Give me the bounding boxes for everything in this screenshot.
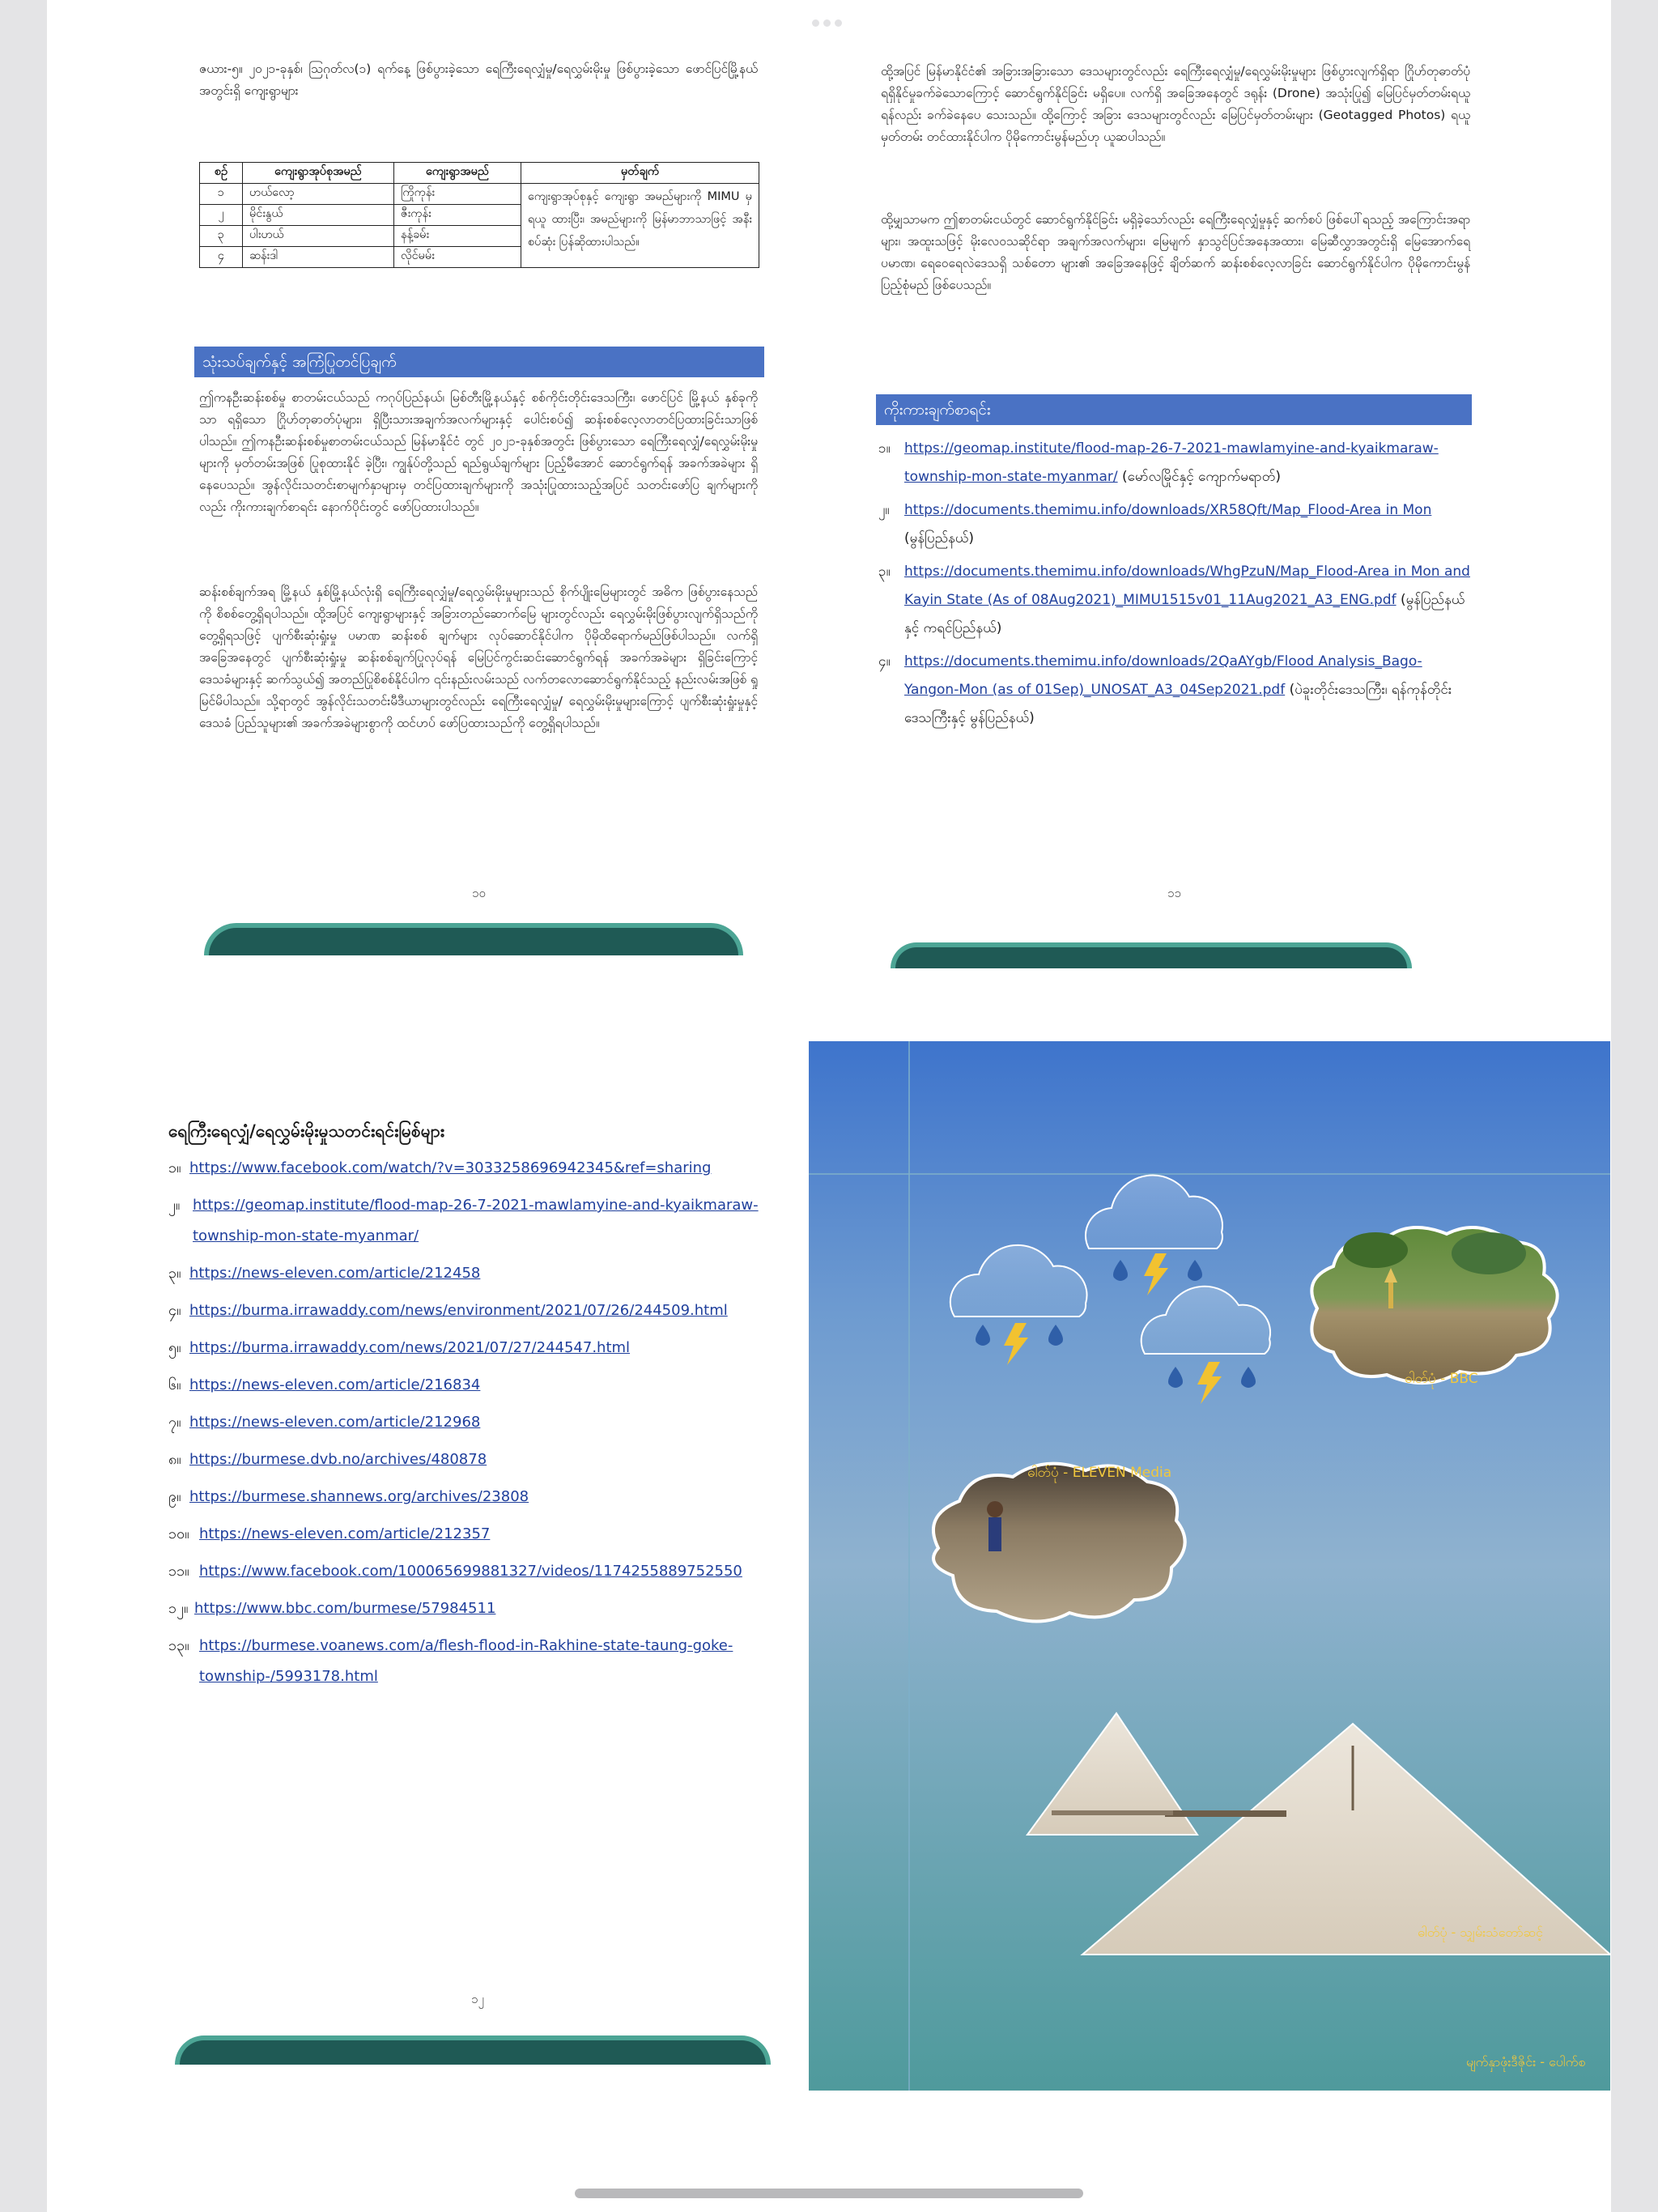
reference-item xyxy=(878,558,1471,643)
source-link[interactable]: https://www.bbc.com/burmese/57984511 xyxy=(194,1600,496,1617)
table-cell: ဆန်းဒါ xyxy=(243,247,394,268)
list-item xyxy=(168,1519,767,1550)
source-link[interactable]: https://news-eleven.com/article/212968 xyxy=(189,1414,481,1431)
list-item xyxy=(168,1333,767,1363)
table-cell: မိုင်းနွယ် xyxy=(243,205,394,226)
table-cell: ပါးဟယ် xyxy=(243,226,394,247)
reference-number: ၂။ xyxy=(878,502,890,518)
photo-credit-pavilion: ဓါတ်ပုံ - သျှမ်းသံတော်ဆင့် xyxy=(1418,1925,1543,1940)
source-link[interactable]: https://burma.irrawaddy.com/news/environment/2021/07/26/244509.html xyxy=(189,1302,728,1319)
reference-number: ၁။ xyxy=(878,440,891,457)
reference-note: (မွန်ပြည်နယ်နှင့် ကရင်ပြည်နယ်) xyxy=(904,592,1465,636)
table-row xyxy=(200,184,759,205)
table-cell: ၁ xyxy=(200,184,243,205)
table-cell: ဇီးကုန်း xyxy=(394,205,521,226)
list-item xyxy=(168,1444,767,1475)
table-cell: နန့်ခမ်း xyxy=(394,226,521,247)
source-link[interactable]: https://www.facebook.com/100065699881327/videos/1174255889752550 xyxy=(199,1563,742,1580)
table-header: မှတ်ချက် xyxy=(521,163,759,184)
table-header: ကျေးရွာအမည် xyxy=(394,163,521,184)
page-footer-wave xyxy=(175,2035,771,2065)
page-number: ၁၂ xyxy=(471,1992,484,2006)
list-number: ၆။ xyxy=(168,1376,181,1393)
source-link[interactable]: https://news-eleven.com/article/216834 xyxy=(189,1376,481,1393)
list-number: ၁၀။ xyxy=(168,1525,189,1542)
table-caption: ဇယား-၅။ ၂၀၂၁-ခုနှစ်၊ ဩဂုတ်လ(၁) ရက်နေ့ ဖြစ်ပွားခဲ့သော ရေကြီးရေလျှံမှု/ရေလွှမ်းမိုးမှု ဖြစ်ပွားခဲ့သော ဖောင်ပြင်မြို့နယ်အတွင်းရှိ ကျေးရွာများ xyxy=(199,62,758,98)
reference-link[interactable]: https://documents.themimu.info/downloads/WhgPzuN/Map_Flood-Area in Mon and Kayin State (As of 08Aug2021)_MIMU1515v01_11Aug2021_A3_ENG.pdf xyxy=(904,564,1470,608)
list-item xyxy=(168,1482,767,1512)
list-number: ၉။ xyxy=(168,1488,181,1505)
reference-item xyxy=(878,435,1471,491)
rain-cloud-icon xyxy=(950,1245,1087,1365)
list-item xyxy=(168,1295,767,1326)
list-item xyxy=(168,1370,767,1401)
review-section-heading: သုံးသပ်ချက်နှင့် အကြံပြုတင်ပြချက် xyxy=(194,347,764,377)
table-cell: ကြိုကုန်း xyxy=(394,184,521,205)
list-item xyxy=(168,1593,767,1624)
table-cell: ၃ xyxy=(200,226,243,247)
list-item xyxy=(168,1407,767,1438)
list-item xyxy=(168,1631,767,1692)
source-link[interactable]: https://burma.irrawaddy.com/news/2021/07/27/244547.html xyxy=(189,1339,631,1356)
list-item xyxy=(168,1258,767,1289)
multitasking-handle[interactable] xyxy=(812,15,848,23)
source-link[interactable]: https://burmese.voanews.com/a/flesh-flood-in-Rakhine-state-taung-goke-township-/5993178.html xyxy=(199,1637,733,1685)
reference-note: (မွန်ပြည်နယ်) xyxy=(904,530,975,547)
back-cover xyxy=(809,1041,1610,2091)
list-number: ၅။ xyxy=(168,1339,181,1356)
list-number: ၇။ xyxy=(168,1414,181,1431)
list-item xyxy=(168,1190,767,1252)
photo-credit-bbc: ဓါတ်ပုံ - BBC xyxy=(1405,1371,1478,1387)
source-link[interactable]: https://burmese.shannews.org/archives/23808 xyxy=(189,1488,529,1505)
reference-link[interactable]: https://documents.themimu.info/downloads/2QaAYgb/Flood Analysis_Bago-Yangon-Mon (as of 01Sep)_UNOSAT_A3_04Sep2021.pdf xyxy=(904,653,1422,698)
source-link[interactable]: https://news-eleven.com/article/212458 xyxy=(189,1265,481,1282)
list-item xyxy=(168,1153,767,1184)
review-paragraph-2: ဆန်းစစ်ချက်အရ မြို့နယ် နှစ်မြို့နယ်လုံးရှိ ရေကြီးရေလျှံမှု/ရေလွှမ်းမိုးမှုများသည် စိုက်ပျိုးမြေများတွင် အဓိက ဖြစ်ပွားနေသည်ကို စိစစ်တွေ့ရှိရပါသည်။ ထို့အပြင် ကျေးရွာများနှင့် အခြားတည်ဆောက်မြေ များတွင်လည်း ရေလွှမ်းမိုးဖြစ်ပွားလျက်ရှိသည်ကို တွေ့ရှိရသဖြင့် ပျက်စီးဆုံးရှုံးမှု ပမာဏ ဆန်းစစ် ချက်များ လုပ်ဆောင်နိုင်ပါက ပိုမိုထိရောက်မည်ဖြစ်ပါသည်။ လက်ရှိအခြေအနေတွင် ပျက်စီးဆုံးရှုံးမှု ဆန်းစစ်ချက်ပြုလုပ်ရန် မြေပြင်ကွင်းဆင်းဆောင်ရွက်ရန် အခက်အခဲများ ရှိခြင်းကြောင့် ဒေသခံများနှင့် ဆက်သွယ်၍ အတည်ပြုစိစစ်နိုင်ပါက ၎င်းနည်းလမ်းသည် လက်တလောဆောင်ရွက်နိုင်သည့် နည်းလမ်းအဖြစ် ရှုမြင်မိပါသည်။ သို့ရာတွင် အွန်လိုင်းသတင်းမီဒီယာများတွင်လည်း ရေကြီးရေလျှံမှု/ ရေလွှမ်းမိုးမှုများကြောင့် ပျက်စီးဆုံးရှုံးမှုနှင့် ဒေသခံ ပြည်သူများ၏ အခက်အခဲများစွာကို ထင်ဟပ် ဖော်ပြထားသည်ကို တွေ့ရှိရပါသည်။ xyxy=(199,585,758,730)
table-cell: ၂ xyxy=(200,205,243,226)
rain-cloud-icon xyxy=(1086,1176,1222,1295)
continued-paragraph-2: ထို့မျှသာမက ဤစာတမ်းငယ်တွင် ဆောင်ရွက်နိုင်ခြင်း မရှိခဲ့သော်လည်း ရေကြီးရေလျှံမှုနှင့် ဆက်စပ် ဖြစ်ပေါ်ရသည့် အကြောင်းအရာများ၊ အထူးသဖြင့် မိုးလေဝသဆိုင်ရာ အချက်အလက်များ၊ မြေမျက် နှာသွင်ပြင်အနေအထား၊ မြေဆီလွှာအတွင်းရှိ မြေအောက်ရေပမာဏ၊ ရေဝေရေလဲဒေသရှိ သစ်တော များ၏ အခြေအနေဖြင့် ချိတ်ဆက် ဆန်းစစ်လေ့လာခြင်း ဆောင်ရွက်နိုင်ပါက ပိုမိုကောင်းမွန်ပြည့်စုံမည် ဖြစ်ပေသည်။ xyxy=(881,212,1470,292)
flood-photo-bbc xyxy=(1312,1227,1557,1383)
list-number: ၃။ xyxy=(168,1265,181,1282)
news-sources-list xyxy=(168,1153,767,1699)
list-item xyxy=(168,1556,767,1587)
photo-credit-eleven: ဓါတ်ပုံ - ELEVEN Media xyxy=(1027,1465,1172,1481)
page-number: ၁၁ xyxy=(1167,886,1181,900)
home-indicator[interactable] xyxy=(575,2189,1083,2198)
list-number: ၁၂။ xyxy=(168,1600,189,1617)
page-footer-wave xyxy=(204,923,743,955)
cover-design-credit: မျက်နှာဖုံးဒီဇိုင်း - ပေါက်စ xyxy=(1466,2054,1586,2069)
village-table xyxy=(199,162,759,268)
list-number: ၂။ xyxy=(168,1197,181,1214)
page-number: ၁၀ xyxy=(472,886,486,900)
list-number: ၄။ xyxy=(168,1302,181,1319)
rain-cloud-icon xyxy=(1141,1287,1270,1404)
continued-paragraph-1: ထို့အပြင် မြန်မာနိုင်ငံ၏ အခြားအခြားသော ဒေသများတွင်လည်း ရေကြီးရေလျှံမှု/ရေလွှမ်းမိုးမှုများ ဖြစ်ပွားလျက်ရှိရာ ဂြိုဟ်တုဓာတ်ပုံရရှိနိုင်မှုခက်ခဲသောကြောင့် ဆောင်ရွက်နိုင်ခြင်း မရှိပေ။ လက်ရှိ အခြေအနေတွင် ဒရုန်း (Drone) အသုံးပြု၍ မြေပြင်မှတ်တမ်းရယူရန်လည်း ခက်ခဲနေပေ သေးသည်။ ထို့ကြောင့် အခြား ဒေသများတွင်လည်း မြေပြင်မှတ်တမ်းများ (Geotagged Photos) ရယူမှတ်တမ်း တင်ထားနိုင်ပါက ပိုမိုကောင်းမွန်မည်ဟု ယူဆပါသည်။ xyxy=(881,64,1470,144)
list-number: ၁၃။ xyxy=(168,1637,189,1654)
page-footer-wave xyxy=(891,942,1412,968)
left-viewer-margin xyxy=(0,0,47,2212)
list-number: ၈။ xyxy=(168,1451,181,1468)
reference-number: ၄။ xyxy=(878,653,891,670)
table-note: ကျေးရွာအုပ်စုနှင့် ကျေးရွာ အမည်များကို MIMU မှ ရယူ ထားပြီး၊ အမည်များကို မြန်မာဘာသာဖြင့် အနီးစပ်ဆုံး ပြန်ဆိုထားပါသည်။ xyxy=(521,184,759,268)
reference-note: (မော်လမြိုင်နှင့် ကျောက်မရာတ်) xyxy=(1117,469,1281,485)
reference-link[interactable]: https://geomap.institute/flood-map-26-7-2021-mawlamyine-and-kyaikmaraw-township-mon-state-myanmar/ xyxy=(904,440,1439,485)
source-link[interactable]: https://www.facebook.com/watch/?v=3033258696942345&ref=sharing xyxy=(189,1159,712,1176)
news-sources-title: ရေကြီးရေလျှံ/ရေလွှမ်းမိုးမှုသတင်းရင်းမြစ်များ xyxy=(168,1121,445,1141)
table-cell: ဟယ်လော့ xyxy=(243,184,394,205)
right-viewer-margin xyxy=(1611,0,1658,2212)
source-link[interactable]: https://news-eleven.com/article/212357 xyxy=(199,1525,491,1542)
source-link[interactable]: https://burmese.dvb.no/archives/480878 xyxy=(189,1451,487,1468)
reference-link[interactable]: https://documents.themimu.info/downloads/XR58Qft/Map_Flood-Area in Mon xyxy=(904,502,1432,518)
source-link[interactable]: https://geomap.institute/flood-map-26-7-2021-mawlamyine-and-kyaikmaraw-township-mon-state-myanmar/ xyxy=(193,1197,759,1244)
table-cell: ၄ xyxy=(200,247,243,268)
reference-number: ၃။ xyxy=(878,564,891,580)
flood-photo-eleven xyxy=(933,1464,1185,1622)
list-number: ၁၁။ xyxy=(168,1563,189,1580)
table-header: စဉ် xyxy=(200,163,243,184)
reference-item xyxy=(878,648,1471,733)
reference-note: (ပဲခူးတိုင်းဒေသကြီး၊ ရန်ကုန်တိုင်းဒေသကြီးနှင့် မွန်ပြည်နယ်) xyxy=(904,682,1452,726)
table-header: ကျေးရွာအုပ်စုအမည် xyxy=(243,163,394,184)
list-number: ၁။ xyxy=(168,1159,181,1176)
reference-item xyxy=(878,496,1471,553)
review-paragraph-1: ဤကနဦးဆန်းစစ်မှု စာတမ်းငယ်သည် ကဂုပ်ပြည်နယ်၊ မြစ်တီးမြို့နယ်နှင့် စစ်ကိုင်းတိုင်းဒေသကြီး၊ ဖောင်ပြင် မြို့နယ် နှစ်ခုကိုသာ ရရှိသော ဂြိုဟ်တုဓာတ်ပုံများ၊ ရှိပြီးသားအချက်အလက်များနှင့် ပေါင်းစပ်၍ ဆန်းစစ်လေ့လာတင်ပြထားခြင်းသာဖြစ်ပါသည်။ ဤကနဦးဆန်းစစ်မှုစာတမ်းငယ်သည် မြန်မာနိုင်ငံ တွင် ၂၀၂၁-ခုနှစ်အတွင်း ဖြစ်ပွားသော ရေကြီးရေလျှံ/ရေလွှမ်းမိုးမှုများကို မှတ်တမ်းအဖြစ် ပြုစုထားနိုင် ခဲ့ပြီး၊ ကျွန်ုပ်တို့သည် ရည်ရွယ်ချက်များ ပြည့်မီအောင် ဆောင်ရွက်ရန် အခက်အခဲများ ရှိနေပေသည်။ အွန်လိုင်းသတင်းစာမျက်နှာများမှ တင်ပြထားချက်များကို အသုံးပြုထားသည့်အပြင် သတင်းဖော်ပြ ချက်များကိုလည်း ကိုးကားချက်စာရင်း နောက်ပိုင်းတွင် ဖော်ပြထားပါသည်။ xyxy=(199,390,758,514)
references-list xyxy=(878,435,1471,733)
table-cell: လိုင်မမ်း xyxy=(394,247,521,268)
references-heading: ကိုးကားချက်စာရင်း xyxy=(876,394,1472,425)
flood-photo-pavilion xyxy=(1027,1713,1610,1955)
